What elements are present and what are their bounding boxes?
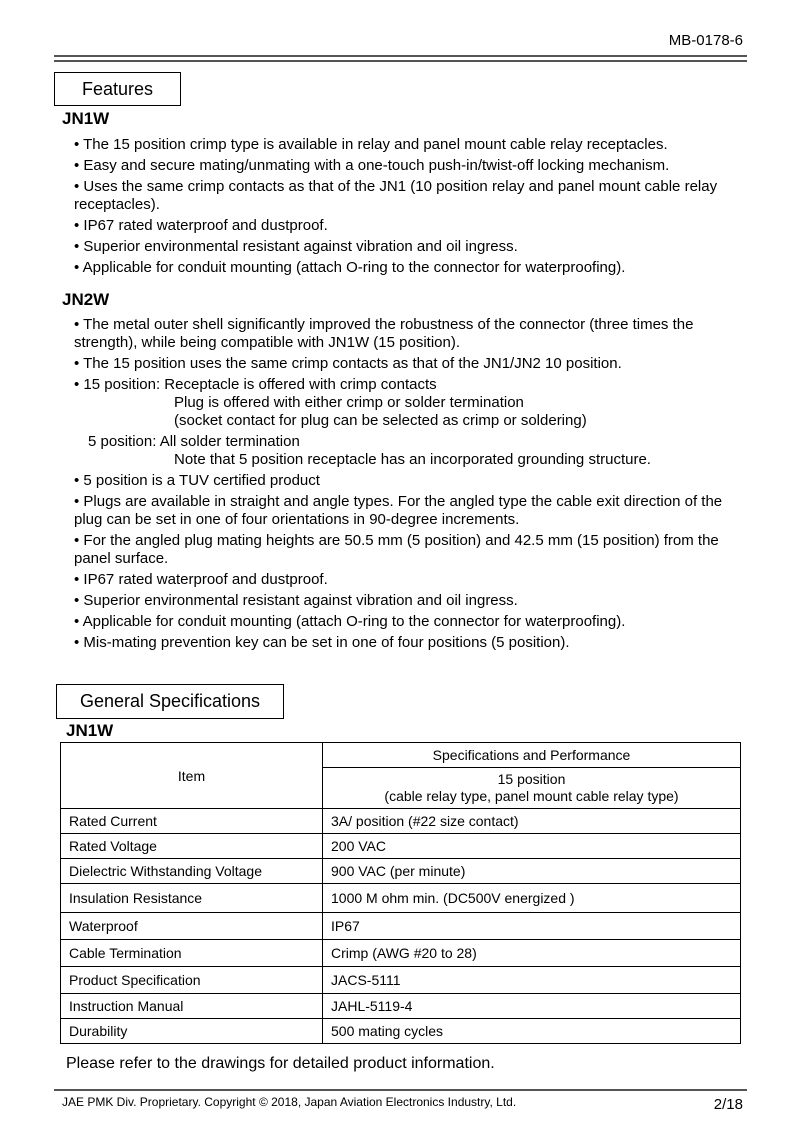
list-item: • Superior environmental resistant against vibration and oil ingress. (74, 238, 518, 255)
spec-item-cell: Instruction Manual (61, 994, 323, 1019)
list-item: • For the angled plug mating heights are 50.5 mm (5 position) and 42.5 mm (15 position) from the panel surface. (74, 532, 719, 567)
jn1w-specifications-heading: JN1W (66, 721, 114, 740)
list-item: • The 15 position crimp type is available in relay and panel mount cable relay receptacles. (74, 136, 668, 153)
position-count-label: 15 position (497, 771, 566, 787)
footer-rule (54, 1089, 747, 1091)
item-column-header: Item (61, 743, 323, 809)
spec-value-cell: 500 mating cycles (323, 1019, 741, 1044)
list-item: 5 position: All solder termination (88, 433, 300, 450)
table-row (61, 994, 741, 1019)
spec-item-cell: Rated Voltage (61, 834, 323, 859)
table-row (61, 834, 741, 859)
page-number: 2/18 (713, 1096, 743, 1113)
spec-item-cell: Product Specification (61, 967, 323, 994)
header-rule-secondary (54, 60, 747, 62)
spec-value-cell: JACS-5111 (323, 967, 741, 994)
spec-value-cell: IP67 (323, 913, 741, 940)
list-item: • 5 position is a TUV certified product (74, 472, 320, 489)
jn1w-feature-list (74, 136, 754, 280)
specifications-section-title: General Specifications (56, 684, 284, 719)
list-item: • IP67 rated waterproof and dustproof. (74, 571, 328, 588)
position-subheader (323, 768, 741, 809)
position-type-label: (cable relay type, panel mount cable relay type) (384, 788, 679, 804)
table-row (61, 913, 741, 940)
jn2w-features-heading: JN2W (62, 290, 110, 309)
list-item-continuation: (socket contact for plug can be selected as crimp or soldering) (174, 412, 587, 429)
features-section-title: Features (54, 72, 181, 106)
spec-value-cell: 900 VAC (per minute) (323, 859, 741, 884)
table-row (61, 940, 741, 967)
header-rule (54, 55, 747, 57)
list-item: • Plugs are available in straight and angle types. For the angled type the cable exit direction of the plug can be set in one of four orientations in 90-degree increments. (74, 493, 723, 528)
list-item: • The 15 position uses the same crimp contacts as that of the JN1/JN2 10 position. (74, 355, 622, 372)
list-item: • Mis-mating prevention key can be set in one of four positions (5 position). (74, 634, 570, 651)
jn2w-feature-list (74, 316, 754, 655)
spec-item-cell: Insulation Resistance (61, 884, 323, 913)
spec-value-cell: 200 VAC (323, 834, 741, 859)
jn1w-features-heading: JN1W (62, 109, 110, 128)
list-item: • Applicable for conduit mounting (attach O-ring to the connector for waterproofing). (74, 259, 626, 276)
list-item-continuation: Plug is offered with either crimp or solder termination (174, 394, 524, 411)
table-header-row (61, 743, 741, 768)
spec-value-cell: 1000 M ohm min. (DC500V energized ) (323, 884, 741, 913)
spec-value-cell: Crimp (AWG #20 to 28) (323, 940, 741, 967)
list-item-continuation: Note that 5 position receptacle has an incorporated grounding structure. (174, 451, 651, 468)
spec-item-cell: Durability (61, 1019, 323, 1044)
list-item: • IP67 rated waterproof and dustproof. (74, 217, 328, 234)
list-item: • Uses the same crimp contacts as that of the JN1 (10 position relay and panel mount cable relay receptacles). (74, 178, 718, 213)
list-item: • Superior environmental resistant against vibration and oil ingress. (74, 592, 518, 609)
spec-value-cell: 3A/ position (#22 size contact) (323, 809, 741, 834)
specifications-table (60, 742, 741, 1044)
list-item: • The metal outer shell significantly improved the robustness of the connector (three times the strength), while being compatible with JN1W (15 position). (74, 316, 694, 351)
table-row (61, 859, 741, 884)
list-item: • Easy and secure mating/unmating with a one-touch push-in/twist-off locking mechanism. (74, 157, 670, 174)
spec-value-cell: JAHL-5119-4 (323, 994, 741, 1019)
copyright-notice: JAE PMK Div. Proprietary. Copyright © 2018, Japan Aviation Electronics Industry, Ltd. (62, 1095, 517, 1109)
list-item: • 15 position: Receptacle is offered with crimp contacts (74, 376, 437, 393)
document-id: MB-0178-6 (668, 32, 743, 49)
performance-column-header: Specifications and Performance (323, 743, 741, 768)
table-row (61, 884, 741, 913)
table-row (61, 967, 741, 994)
spec-item-cell: Waterproof (61, 913, 323, 940)
spec-item-cell: Cable Termination (61, 940, 323, 967)
table-row (61, 809, 741, 834)
table-row (61, 1019, 741, 1044)
spec-item-cell: Dielectric Withstanding Voltage (61, 859, 323, 884)
drawings-note: Please refer to the drawings for detailed product information. (66, 1055, 495, 1072)
list-item: • Applicable for conduit mounting (attach O-ring to the connector for waterproofing). (74, 613, 626, 630)
spec-item-cell: Rated Current (61, 809, 323, 834)
